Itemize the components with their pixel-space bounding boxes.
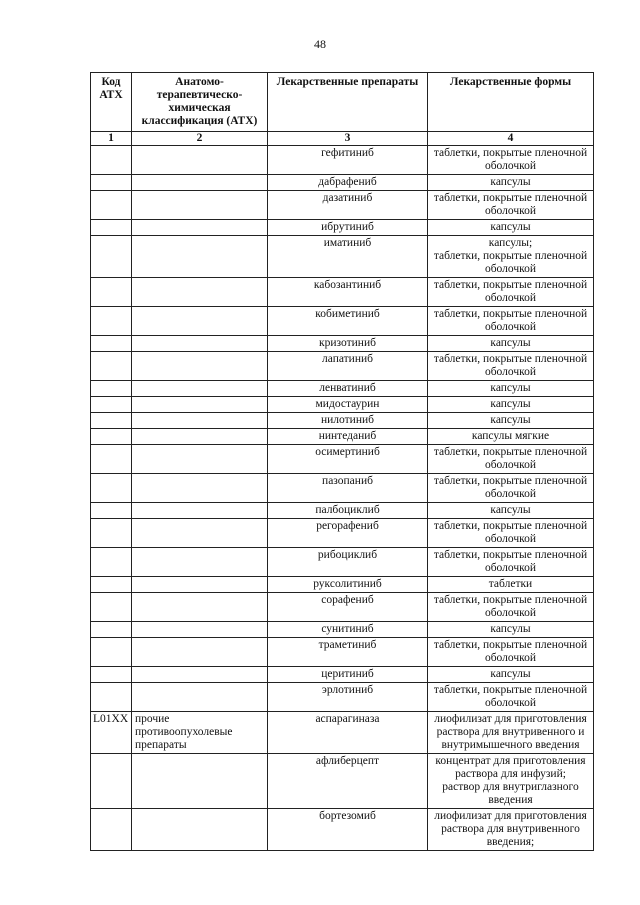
dosage-form-cell xyxy=(428,175,594,191)
drug-name-cell: пазопаниб xyxy=(268,474,428,503)
dosage-form-cell xyxy=(428,278,594,307)
atc-class-cell xyxy=(132,519,268,548)
atc-class-cell xyxy=(132,146,268,175)
table-row xyxy=(91,809,594,851)
atc-code-cell xyxy=(91,352,132,381)
dosage-form-cell xyxy=(428,352,594,381)
header-dosage-forms: Лекарственные формы xyxy=(428,73,594,132)
dosage-form-text: таблетки, покрытые пленочной оболочкой xyxy=(433,279,588,304)
table-row xyxy=(91,278,594,307)
atc-code-cell xyxy=(91,191,132,220)
atc-class-cell xyxy=(132,220,268,236)
drug-name-cell: руксолитиниб xyxy=(268,577,428,593)
atc-class-cell xyxy=(132,352,268,381)
atc-class-cell xyxy=(132,638,268,667)
dosage-form-text: таблетки, покрытые пленочной оболочкой xyxy=(433,147,588,172)
atc-class-cell xyxy=(132,622,268,638)
dosage-form-text: капсулы xyxy=(490,382,531,394)
atc-code-cell xyxy=(91,638,132,667)
dosage-form-cell xyxy=(428,809,594,851)
atc-code-cell xyxy=(91,445,132,474)
dosage-form-cell xyxy=(428,220,594,236)
dosage-form-text: капсулы мягкие xyxy=(471,430,550,442)
table-row xyxy=(91,220,594,236)
table-row xyxy=(91,638,594,667)
atc-code-cell xyxy=(91,413,132,429)
drug-name-cell: рибоциклиб xyxy=(268,548,428,577)
table-row xyxy=(91,577,594,593)
dosage-form-cell xyxy=(428,307,594,336)
dosage-form-cell xyxy=(428,503,594,519)
drug-name-cell: кризотиниб xyxy=(268,336,428,352)
drug-name-cell: иматиниб xyxy=(268,236,428,278)
dosage-form-cell xyxy=(428,191,594,220)
atc-code-cell xyxy=(91,175,132,191)
atc-code-cell xyxy=(91,622,132,638)
table-row xyxy=(91,683,594,712)
drug-name-cell: кобиметиниб xyxy=(268,307,428,336)
atc-class-cell xyxy=(132,593,268,622)
dosage-form-text: таблетки, покрытые пленочной оболочкой xyxy=(433,192,588,217)
table-row xyxy=(91,445,594,474)
drug-name-cell: сунитиниб xyxy=(268,622,428,638)
table-row xyxy=(91,593,594,622)
atc-code-cell xyxy=(91,577,132,593)
table-row xyxy=(91,519,594,548)
atc-class-cell xyxy=(132,577,268,593)
drug-name-cell: траметиниб xyxy=(268,638,428,667)
atc-code-cell xyxy=(91,474,132,503)
dosage-form-text: лиофилизат для приготовления раствора для внутривенного введения; xyxy=(434,810,587,848)
column-number: 1 xyxy=(91,132,132,146)
dosage-form-text: раствор для внутриглазного введения xyxy=(442,781,579,806)
dosage-form-cell xyxy=(428,336,594,352)
drug-name-cell: гефитиниб xyxy=(268,146,428,175)
atc-code-cell xyxy=(91,754,132,809)
atc-class-cell xyxy=(132,474,268,503)
atc-class-cell xyxy=(132,445,268,474)
atc-class-cell xyxy=(132,429,268,445)
page-number: 48 xyxy=(314,37,326,51)
dosage-form-cell xyxy=(428,519,594,548)
atc-class-cell: прочие противоопухолевые препараты xyxy=(132,712,268,754)
dosage-form-text: капсулы xyxy=(490,414,531,426)
atc-code-cell xyxy=(91,429,132,445)
atc-code-cell xyxy=(91,593,132,622)
table-row xyxy=(91,712,594,754)
dosage-form-cell xyxy=(428,146,594,175)
dosage-form-text: капсулы xyxy=(490,337,531,349)
dosage-form-text: капсулы xyxy=(490,504,531,516)
table-row xyxy=(91,236,594,278)
atc-class-cell xyxy=(132,809,268,851)
atc-class-cell xyxy=(132,667,268,683)
table-row xyxy=(91,413,594,429)
dosage-form-text: капсулы xyxy=(490,176,531,188)
atc-code-cell xyxy=(91,683,132,712)
atc-class-cell xyxy=(132,754,268,809)
atc-class-cell xyxy=(132,175,268,191)
dosage-form-cell xyxy=(428,548,594,577)
atc-code-cell xyxy=(91,809,132,851)
drug-name-cell: сорафениб xyxy=(268,593,428,622)
atc-class-cell xyxy=(132,413,268,429)
atc-code-cell xyxy=(91,397,132,413)
dosage-form-text: капсулы; xyxy=(488,237,533,249)
dosage-form-cell xyxy=(428,667,594,683)
atc-code-cell xyxy=(91,548,132,577)
dosage-form-cell xyxy=(428,577,594,593)
dosage-form-text: таблетки, покрытые пленочной оболочкой xyxy=(433,684,588,709)
table-row xyxy=(91,352,594,381)
atc-class-cell xyxy=(132,278,268,307)
dosage-form-cell xyxy=(428,622,594,638)
dosage-form-cell xyxy=(428,683,594,712)
dosage-form-text: таблетки, покрытые пленочной оболочкой xyxy=(433,446,588,471)
dosage-form-cell xyxy=(428,397,594,413)
drug-table xyxy=(90,72,594,851)
drug-name-cell: аспарагиназа xyxy=(268,712,428,754)
dosage-form-cell xyxy=(428,474,594,503)
dosage-form-text: капсулы xyxy=(490,398,531,410)
atc-code-cell xyxy=(91,278,132,307)
table-row xyxy=(91,175,594,191)
atc-code-cell xyxy=(91,381,132,397)
drug-name-cell: бортезомиб xyxy=(268,809,428,851)
table-row xyxy=(91,336,594,352)
drug-name-cell: нилотиниб xyxy=(268,413,428,429)
dosage-form-cell xyxy=(428,593,594,622)
column-number: 2 xyxy=(132,132,268,146)
drug-name-cell: осимертиниб xyxy=(268,445,428,474)
atc-class-cell xyxy=(132,236,268,278)
dosage-form-cell xyxy=(428,429,594,445)
dosage-form-text: таблетки, покрытые пленочной оболочкой xyxy=(433,639,588,664)
table-row xyxy=(91,622,594,638)
atc-code-cell xyxy=(91,667,132,683)
atc-class-cell xyxy=(132,397,268,413)
table-row xyxy=(91,397,594,413)
table-row xyxy=(91,191,594,220)
dosage-form-text: таблетки, покрытые пленочной оболочкой xyxy=(433,475,588,500)
atc-class-cell xyxy=(132,683,268,712)
dosage-form-cell xyxy=(428,754,594,809)
drug-name-cell: ибрутиниб xyxy=(268,220,428,236)
dosage-form-text: капсулы xyxy=(490,623,531,635)
drug-name-cell: мидостаурин xyxy=(268,397,428,413)
table-row xyxy=(91,307,594,336)
dosage-form-cell xyxy=(428,638,594,667)
table-row xyxy=(91,548,594,577)
atc-code-cell: L01XX xyxy=(91,712,132,754)
table-row xyxy=(91,429,594,445)
table-row xyxy=(91,381,594,397)
table-row xyxy=(91,503,594,519)
dosage-form-cell xyxy=(428,712,594,754)
dosage-form-text: таблетки xyxy=(488,578,533,590)
drug-name-cell: нинтеданиб xyxy=(268,429,428,445)
atc-class-cell xyxy=(132,548,268,577)
dosage-form-cell xyxy=(428,236,594,278)
drug-name-cell: дабрафениб xyxy=(268,175,428,191)
atc-code-cell xyxy=(91,220,132,236)
drug-name-cell: дазатиниб xyxy=(268,191,428,220)
drug-name-cell: церитиниб xyxy=(268,667,428,683)
column-number-row xyxy=(91,132,594,146)
table-row xyxy=(91,754,594,809)
table-body xyxy=(91,146,594,851)
atc-class-cell xyxy=(132,381,268,397)
header-atc-code: Код АТХ xyxy=(91,73,132,132)
dosage-form-cell xyxy=(428,445,594,474)
column-number: 3 xyxy=(268,132,428,146)
table-row xyxy=(91,146,594,175)
dosage-form-text: таблетки, покрытые пленочной оболочкой xyxy=(433,520,588,545)
header-atc-classification: Анатомо-терапевтическо-химическая классификация (АТХ) xyxy=(132,73,268,132)
drug-name-cell: эрлотиниб xyxy=(268,683,428,712)
dosage-form-text: таблетки, покрытые пленочной оболочкой xyxy=(433,594,588,619)
drug-name-cell: палбоциклиб xyxy=(268,503,428,519)
table-row xyxy=(91,474,594,503)
table-row xyxy=(91,667,594,683)
dosage-form-text: капсулы xyxy=(490,221,531,233)
atc-class-cell xyxy=(132,336,268,352)
drug-name-cell: регорафениб xyxy=(268,519,428,548)
dosage-form-cell xyxy=(428,413,594,429)
drug-name-cell: лапатиниб xyxy=(268,352,428,381)
dosage-form-text: концентрат для приготовления раствора для инфузий; xyxy=(435,755,586,780)
atc-code-cell xyxy=(91,519,132,548)
dosage-form-text: таблетки, покрытые пленочной оболочкой xyxy=(433,549,588,574)
drug-name-cell: афлиберцепт xyxy=(268,754,428,809)
atc-code-cell xyxy=(91,146,132,175)
drug-name-cell: ленватиниб xyxy=(268,381,428,397)
drug-name-cell: кабозантиниб xyxy=(268,278,428,307)
atc-class-cell xyxy=(132,191,268,220)
dosage-form-text: лиофилизат для приготовления раствора для внутривенного и внутримышечного введения xyxy=(434,713,587,751)
atc-code-cell xyxy=(91,307,132,336)
header-row xyxy=(91,73,594,132)
dosage-form-text: капсулы xyxy=(490,668,531,680)
dosage-form-cell xyxy=(428,381,594,397)
column-number: 4 xyxy=(428,132,594,146)
dosage-form-text: таблетки, покрытые пленочной оболочкой xyxy=(433,308,588,333)
atc-code-cell xyxy=(91,236,132,278)
dosage-form-text: таблетки, покрытые пленочной оболочкой xyxy=(433,250,588,275)
atc-class-cell xyxy=(132,503,268,519)
dosage-form-text: таблетки, покрытые пленочной оболочкой xyxy=(433,353,588,378)
atc-code-cell xyxy=(91,336,132,352)
atc-class-cell xyxy=(132,307,268,336)
header-drugs: Лекарственные препараты xyxy=(268,73,428,132)
atc-code-cell xyxy=(91,503,132,519)
